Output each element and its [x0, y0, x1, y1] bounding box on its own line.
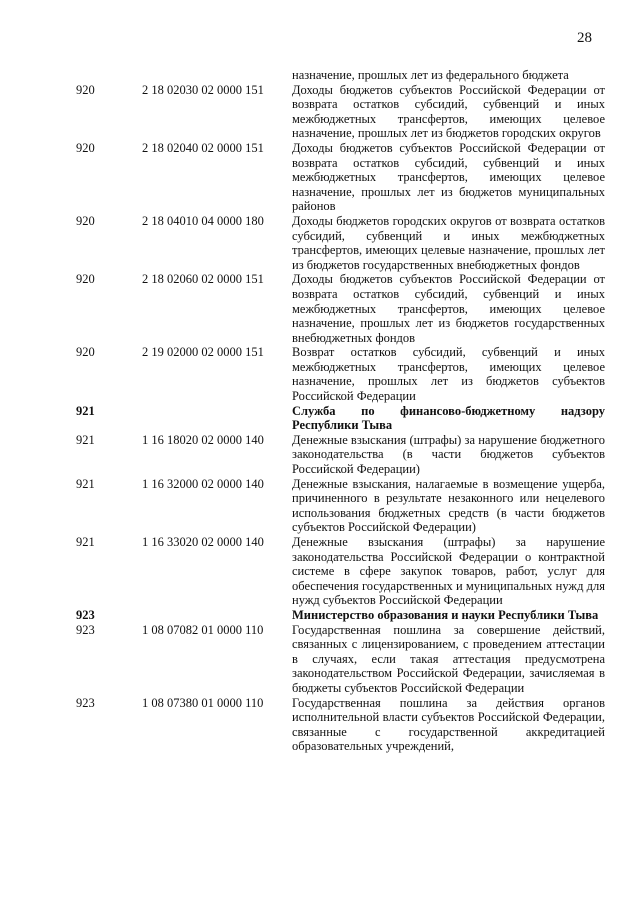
- revenue-code: 2 18 02060 02 0000 151: [142, 272, 264, 287]
- section-header-row: [0, 404, 640, 433]
- revenue-description: Доходы бюджетов субъектов Российской Федерации от возврата остатков субсидий, субвенций и иных межбюджетных трансфертов, имеющих целевое назначение, прошлых лет из бюджетов муниципальных районов: [292, 140, 605, 214]
- table-row: [0, 433, 640, 477]
- table-row: [0, 83, 640, 141]
- table-row: [0, 68, 640, 83]
- table-row: [0, 214, 640, 272]
- revenue-code: 1 08 07380 01 0000 110: [142, 695, 264, 710]
- table-row: [0, 696, 640, 754]
- revenue-description: Денежные взыскания (штрафы) за нарушение бюджетного законодательства (в части бюджетов субъектов Российской Федерации): [292, 432, 605, 477]
- revenue-description: Государственная пошлина за совершение действий, связанных с лицензированием, с проведением аттестации в случаях, если такая аттестация предусмотрена законодательством Российской Федерации, зачисляемая в бюджеты субъектов Российской Федерации: [292, 622, 605, 695]
- admin-code: 923: [76, 622, 95, 637]
- revenue-code: 1 16 32000 02 0000 140: [142, 476, 264, 491]
- admin-code: 920: [76, 140, 95, 155]
- admin-code: 920: [76, 213, 95, 228]
- revenue-codes-table: [0, 68, 640, 754]
- revenue-code: 1 08 07082 01 0000 110: [142, 622, 264, 637]
- admin-code: 920: [76, 345, 95, 360]
- page-number: 28: [577, 30, 592, 46]
- revenue-description: Денежные взыскания (штрафы) за нарушение законодательства Российской Федерации о контрактной системе в сфере закупок товаров, работ, услуг для обеспечения государственных и муниципальных нужд для нужд субъектов Российской Федерации: [292, 535, 605, 608]
- section-header-row: [0, 608, 640, 623]
- revenue-description: Доходы бюджетов субъектов Российской Федерации от возврата остатков субсидий, субвенций и иных межбюджетных трансфертов, имеющих целевое назначение, прошлых лет из бюджетов городских округов: [292, 82, 605, 141]
- admin-code: 921: [76, 432, 95, 447]
- table-row: [0, 272, 640, 345]
- section-title: Министерство образования и науки Республики Тыва: [292, 607, 599, 622]
- admin-code: 921: [76, 476, 95, 491]
- revenue-description: Доходы бюджетов субъектов Российской Федерации от возврата остатков субсидий, субвенций и иных межбюджетных трансфертов, имеющих целевое назначение, прошлых лет из бюджетов государственных внебюджетных фондов: [292, 272, 605, 345]
- revenue-description: Денежные взыскания, налагаемые в возмещение ущерба, причиненного в результате незаконного или нецелевого использования бюджетных средств (в части бюджетов субъектов Российской Федерации): [292, 476, 605, 535]
- revenue-code: 2 18 04010 04 0000 180: [142, 213, 264, 228]
- revenue-code: 2 18 02040 02 0000 151: [142, 140, 264, 155]
- table-row: [0, 477, 640, 535]
- revenue-description: назначение, прошлых лет из федерального бюджета: [292, 68, 569, 82]
- admin-code: 921: [76, 403, 95, 418]
- revenue-description: Государственная пошлина за действия органов исполнительной власти субъектов Российской Федерации, связанные с государственной аккредитацией образовательных учреждений,: [292, 695, 605, 754]
- admin-code: 923: [76, 695, 95, 710]
- revenue-description: Доходы бюджетов городских округов от возврата остатков субсидий, субвенций и иных межбюджетных трансфертов, имеющих целевые назначение, прошлых лет из бюджетов государственных внебюджетных фондов: [292, 213, 605, 272]
- revenue-code: 1 16 33020 02 0000 140: [142, 535, 264, 549]
- table-row: [0, 141, 640, 214]
- table-row: [0, 345, 640, 403]
- revenue-description: Возврат остатков субсидий, субвенций и иных межбюджетных трансфертов, имеющих целевое назначение, прошлых лет из бюджетов субъектов Российской Федерации: [292, 345, 605, 404]
- revenue-code: 1 16 18020 02 0000 140: [142, 432, 264, 447]
- admin-code: 920: [76, 82, 95, 97]
- admin-code: 921: [76, 535, 95, 549]
- revenue-code: 2 18 02030 02 0000 151: [142, 82, 264, 97]
- revenue-code: 2 19 02000 02 0000 151: [142, 345, 264, 360]
- admin-code: 923: [76, 607, 95, 622]
- table-row: [0, 623, 640, 696]
- admin-code: 920: [76, 272, 95, 287]
- section-title: Служба по финансово-бюджетному надзору Республики Тыва: [292, 403, 605, 433]
- table-row: [0, 535, 640, 608]
